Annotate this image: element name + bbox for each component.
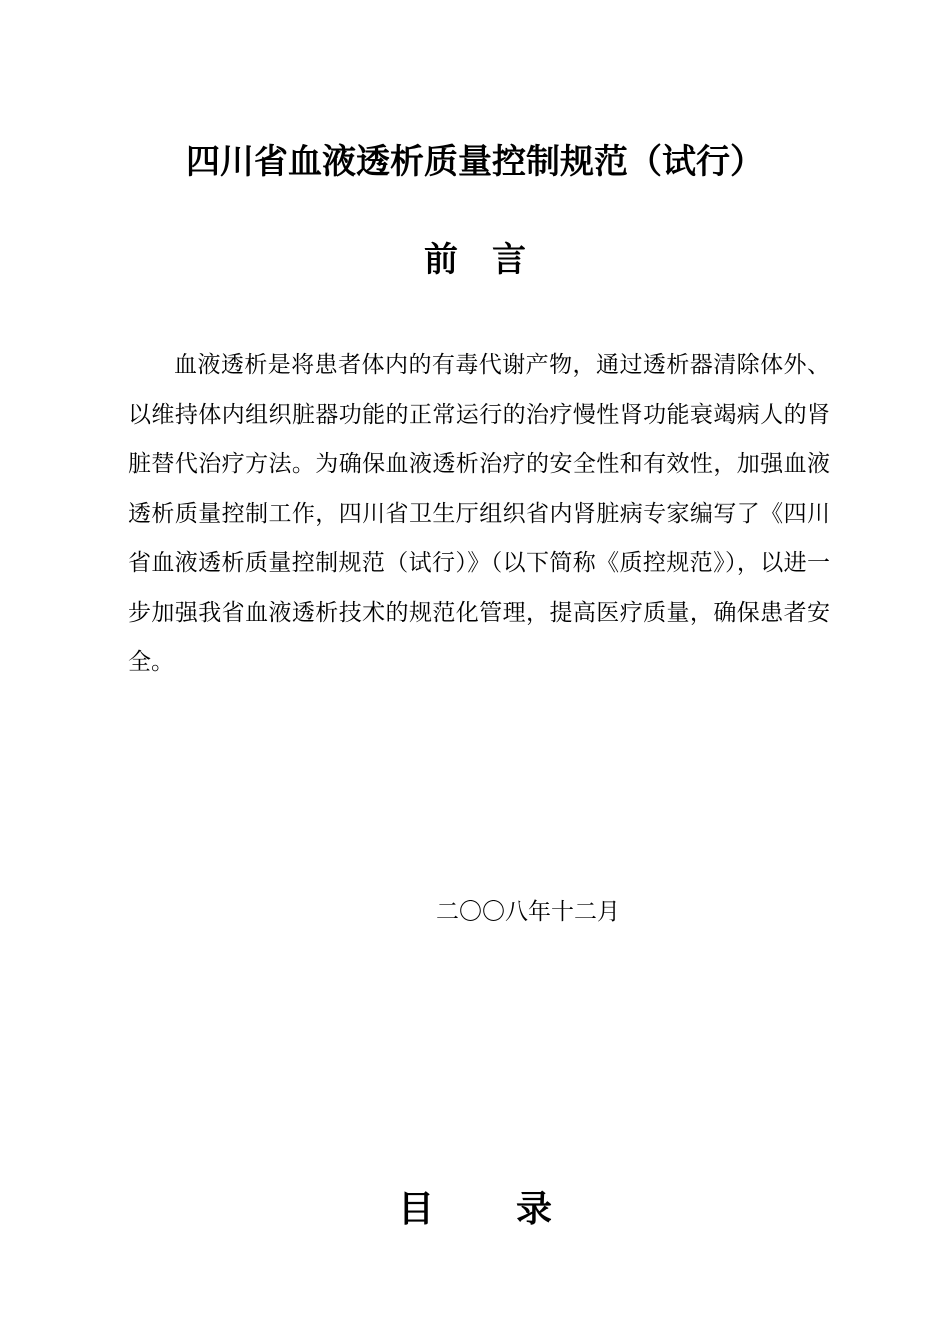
preface-body-paragraph: 血液透析是将患者体内的有毒代谢产物，通过透析器清除体外、以维持体内组织脏器功能的正常运行的治疗慢性肾功能衰竭病人的肾脏替代治疗方法。为确保血液透析治疗的安全性和有效性，加强血液透析质量控制工作，四川省卫生厅组织省内肾脏病专家编写了《四川省血液透析质量控制规范（试行）》（以下简称《质控规范》），以进一步加强我省血液透析技术的规范化管理，提高医疗质量，确保患者安全。 <box>128 352 830 675</box>
preface-heading-char-1: 前 <box>424 240 458 280</box>
document-title: 四川省血液透析质量控制规范（试行） <box>186 142 764 182</box>
toc-heading-char-2: 录 <box>516 1189 553 1230</box>
preface-heading <box>0 236 950 284</box>
preface-date: 二〇〇八年十二月 <box>436 899 620 925</box>
preface-heading-char-2: 言 <box>492 240 526 280</box>
toc-heading-char-1: 目 <box>397 1189 434 1230</box>
toc-heading <box>0 1184 950 1236</box>
